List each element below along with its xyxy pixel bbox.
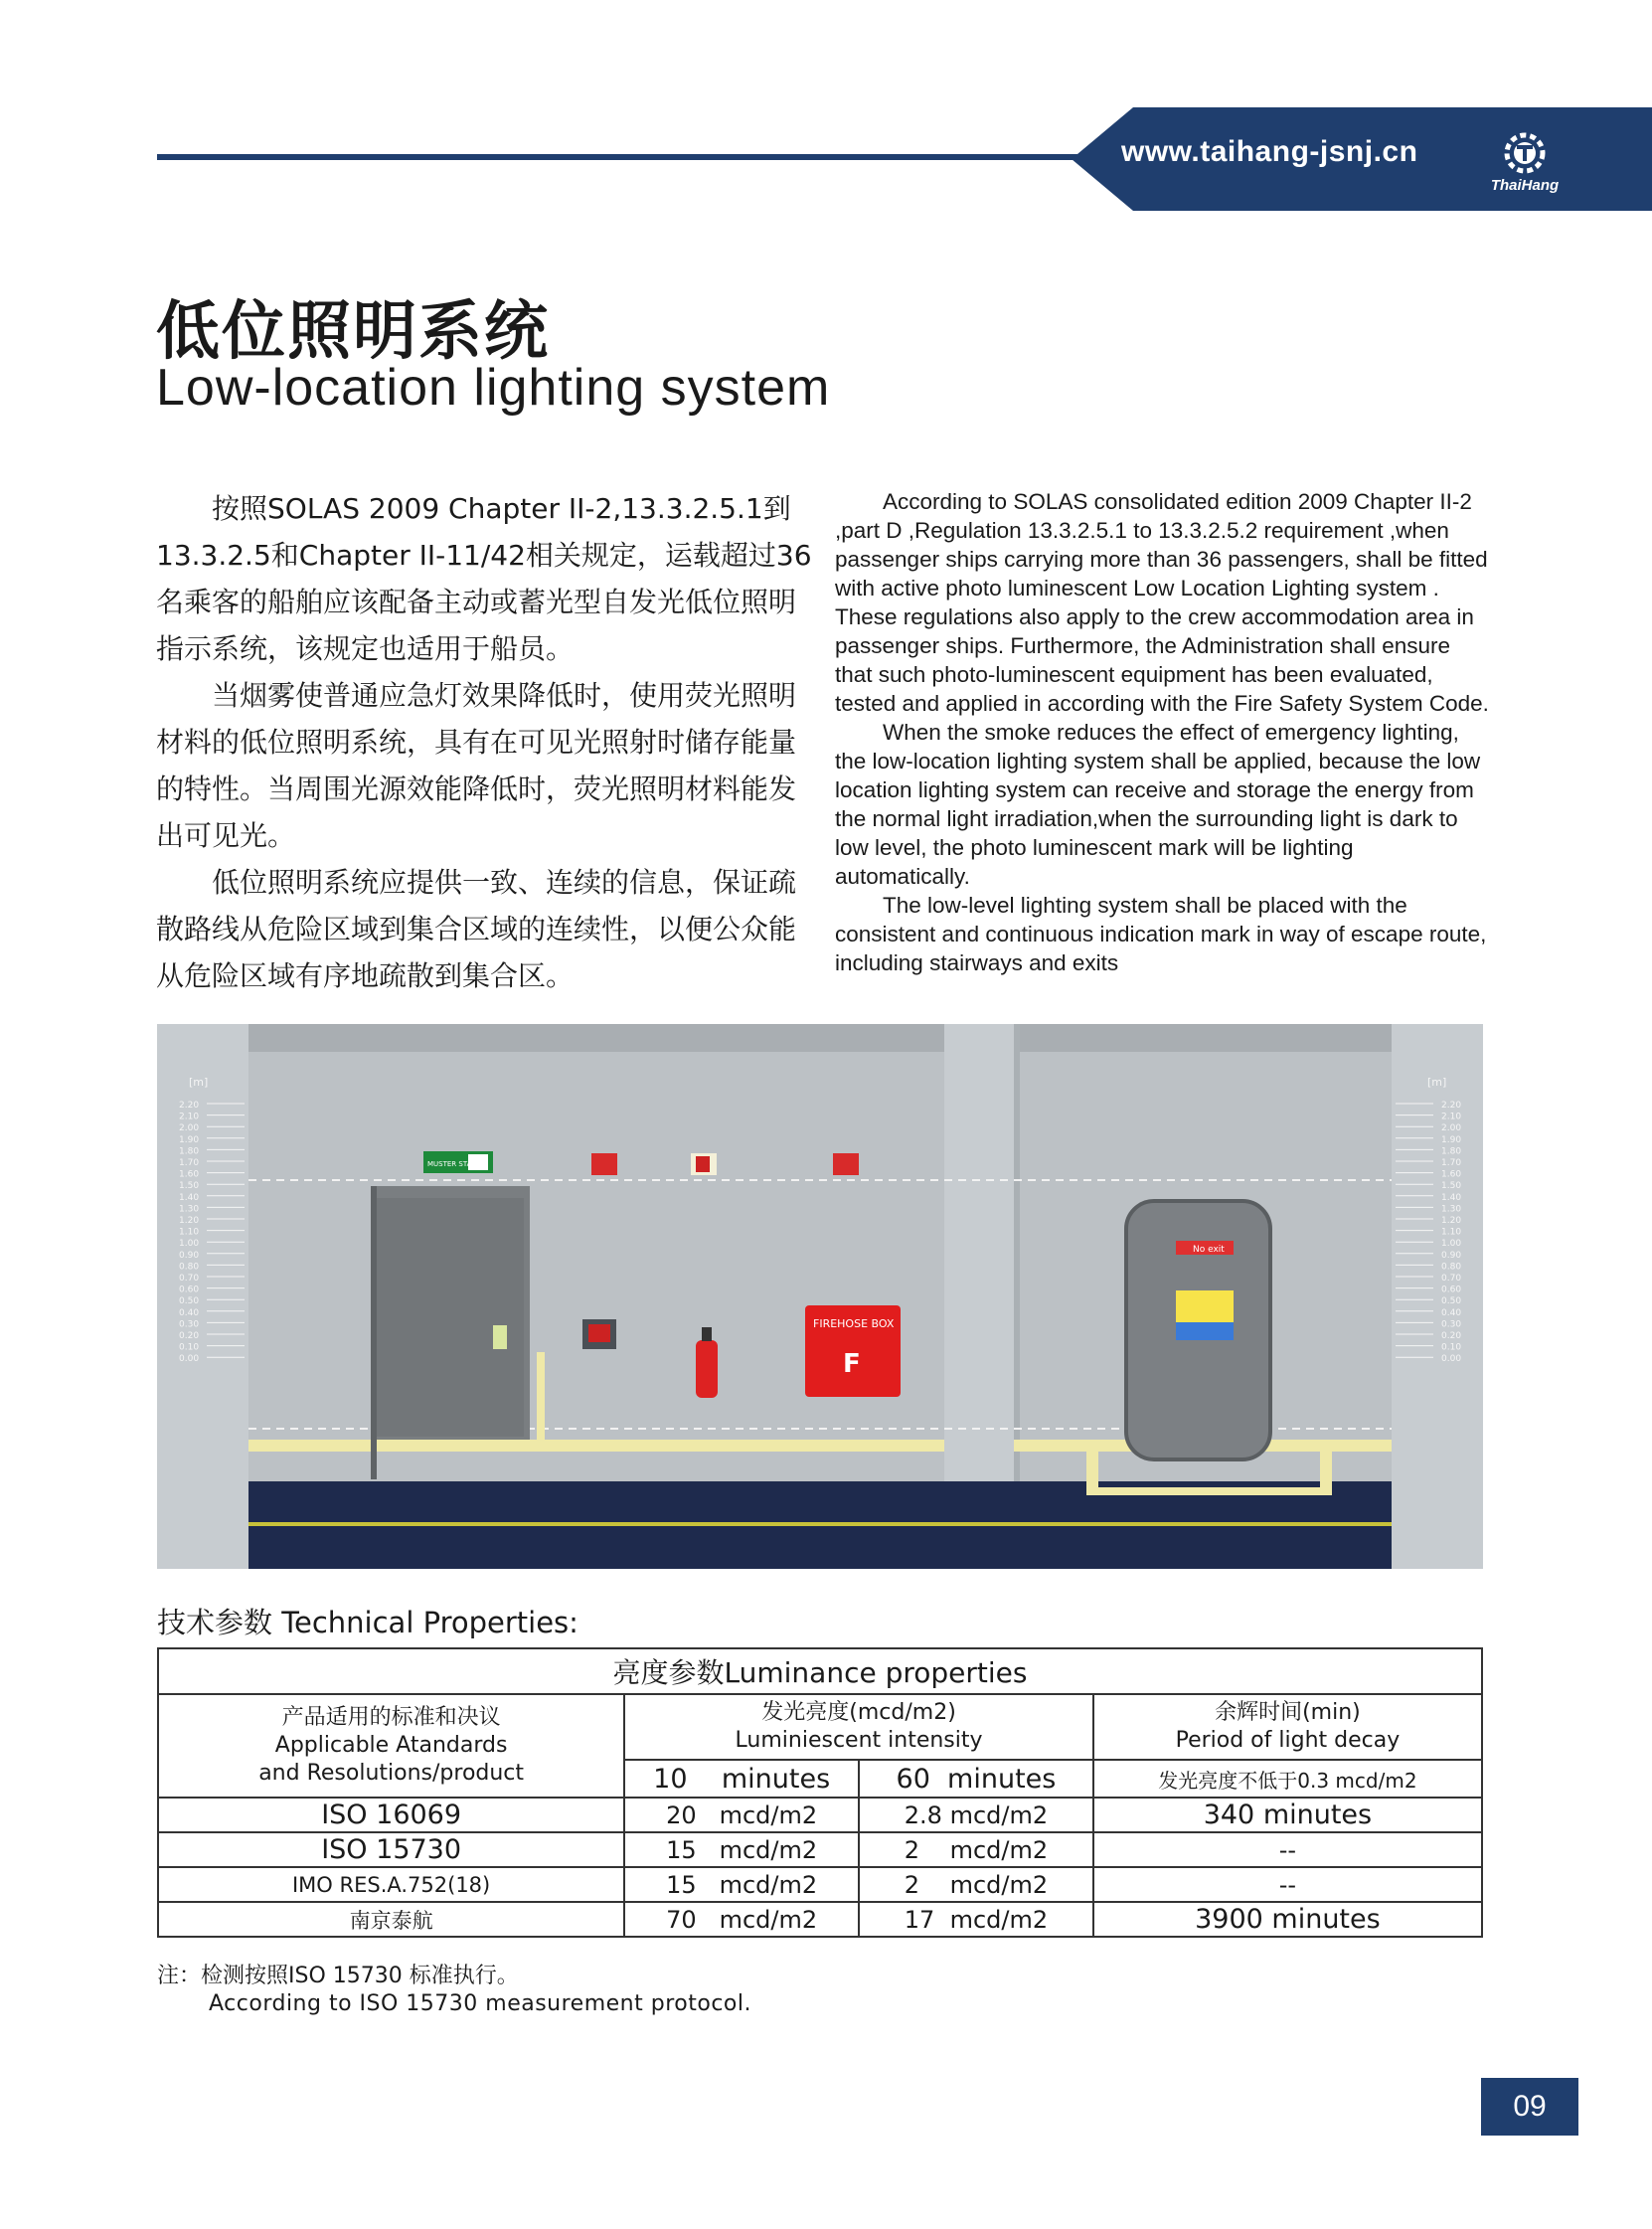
scale-tick-label: 0.70 (1441, 1274, 1462, 1284)
page-number: 09 (1481, 2078, 1578, 2136)
cell-10min: 15 mcd/m2 (624, 1867, 859, 1902)
note-chinese: 注：检测按照ISO 15730 标准执行。 (157, 1964, 519, 1988)
paragraph-cn: 按照SOLAS 2009 Chapter II-2,13.3.2.5.1到13.3.2.5和Chapter II-11/42相关规定，运载超过36名乘客的船舶应该配备主动或蓄光型自发光低位照明指示系统，该规定也适用于船员。 (156, 492, 812, 665)
table-row (158, 1832, 1482, 1867)
scale-tick-label: 1.00 (179, 1239, 200, 1250)
scale-tick-label: 0.30 (1441, 1319, 1462, 1330)
cell-standard: ISO 16069 (158, 1798, 624, 1832)
cell-decay: -- (1093, 1867, 1482, 1902)
header-intensity (624, 1694, 1093, 1760)
scale-tick-label: 0.20 (1441, 1331, 1462, 1341)
scale-tick-label: 0.90 (179, 1250, 200, 1261)
scale-tick-label: 0.40 (179, 1307, 200, 1318)
scale-tick-label: 0.90 (1441, 1250, 1462, 1261)
cell-60min: 2 mcd/m2 (859, 1867, 1093, 1902)
luminance-table (157, 1647, 1483, 1938)
scale-tick-label: 1.70 (179, 1158, 200, 1168)
scale-tick-label: 0.60 (1441, 1285, 1462, 1295)
header-decay-en: Period of light decay (1175, 1728, 1401, 1753)
firehose-letter: F (843, 1349, 861, 1379)
scale-tick-label: 1.20 (1441, 1216, 1462, 1226)
subheader-decay: 发光亮度不低于0.3 mcd/m2 (1093, 1760, 1482, 1798)
table-row (158, 1798, 1482, 1832)
cell-60min: 17 mcd/m2 (859, 1902, 1093, 1937)
tech-heading: 技术参数 Technical Properties: (157, 1606, 578, 1639)
logo-caption: ThaiHang (1490, 177, 1560, 194)
subheader-10min: 10 minutes (624, 1760, 859, 1798)
cell-standard: IMO RES.A.752(18) (158, 1867, 624, 1902)
scale-tick-label: 0.40 (1441, 1307, 1462, 1318)
cell-10min: 15 mcd/m2 (624, 1832, 859, 1867)
muster-sign-text: MUSTER STATION (427, 1160, 488, 1168)
scale-tick-label: 2.00 (179, 1123, 200, 1134)
scale-tick-label: 2.20 (1441, 1101, 1462, 1111)
scale-tick-label: 2.20 (179, 1101, 200, 1111)
scale-tick-label: 1.80 (1441, 1146, 1462, 1157)
header-rule (157, 154, 1141, 160)
scale-tick-label: 0.10 (1441, 1342, 1462, 1353)
body-chinese (156, 485, 812, 999)
cell-decay: -- (1093, 1832, 1482, 1867)
header-standard (158, 1694, 624, 1798)
scale-tick-label: 0.70 (179, 1274, 200, 1284)
scale-unit-right: [m] (1427, 1076, 1447, 1089)
cell-10min: 70 mcd/m2 (624, 1902, 859, 1937)
scale-tick-label: 1.30 (1441, 1204, 1462, 1215)
scale-tick-label: 0.10 (179, 1342, 200, 1353)
scale-tick-label: 1.40 (179, 1192, 200, 1203)
body-english (835, 487, 1491, 977)
scale-tick-label: 0.20 (179, 1331, 200, 1341)
scale-tick-label: 1.80 (179, 1146, 200, 1157)
scale-tick-label: 1.60 (179, 1169, 200, 1180)
cell-standard: 南京泰航 (158, 1902, 624, 1937)
header-decay (1093, 1694, 1482, 1760)
paragraph-en: When the smoke reduces the effect of emergency lighting, the low-location lighting system shall be applied, because the low location lighting system can receive and storage the energy from the normal light irradiation,when the surrounding light is dark to low level, the photo luminescent mark will be lighting automatically. (835, 720, 1481, 889)
subheader-60min: 60 minutes (859, 1760, 1093, 1798)
scale-tick-label: 0.60 (179, 1285, 200, 1295)
table-row (158, 1867, 1482, 1902)
header-intensity-cn: 发光亮度(mcd/m2) (761, 1700, 956, 1725)
header-intensity-en: Luminiescent intensity (735, 1728, 983, 1753)
cell-decay: 3900 minutes (1093, 1902, 1482, 1937)
scale-tick-label: 2.10 (1441, 1112, 1462, 1122)
note-english: According to ISO 15730 measurement protocol. (209, 1991, 751, 2016)
scale-tick-label: 0.80 (179, 1262, 200, 1273)
website-url[interactable]: www.taihang-jsnj.cn (1121, 135, 1418, 168)
header-standard-en1: Applicable Atandards (274, 1733, 508, 1758)
cell-60min: 2 mcd/m2 (859, 1832, 1093, 1867)
paragraph-cn: 低位照明系统应提供一致、连续的信息，保证疏散路线从危险区域到集合区域的连续性，以便公众能从危险区域有序地疏散到集合区。 (156, 866, 797, 992)
paragraph-en: The low-level lighting system shall be placed with the consistent and continuous indication mark in way of escape route, including stairways and exits (835, 893, 1487, 975)
scale-tick-label: 2.00 (1441, 1123, 1462, 1134)
cell-60min: 2.8 mcd/m2 (859, 1798, 1093, 1832)
scale-tick-label: 0.00 (1441, 1354, 1462, 1365)
cell-standard: ISO 15730 (158, 1832, 624, 1867)
scale-tick-label: 0.50 (1441, 1296, 1462, 1307)
scale-tick-label: 1.90 (179, 1134, 200, 1145)
paragraph-en: According to SOLAS consolidated edition 2009 Chapter II-2 ,part D ,Regulation 13.3.2.5.1 to 13.3.2.5.2 requirement ,when passenger ships carrying more than 36 passengers, shall be fitted with active photo luminescent Low Location Lighting system . These regulations also apply to the crew accommodation area in passenger ships. Furthermore, the Administration shall ensure that such photo-luminescent equipment has been evaluated, tested and applied in according with the Fire Safety System Code. (835, 489, 1489, 716)
no-exit-label: No exit (1193, 1245, 1225, 1255)
scale-tick-label: 1.90 (1441, 1134, 1462, 1145)
cell-decay: 340 minutes (1093, 1798, 1482, 1832)
scale-tick-label: 1.30 (179, 1204, 200, 1215)
page-title-cn: 低位照明系统 (156, 295, 550, 369)
scale-tick-label: 1.50 (179, 1181, 200, 1192)
paragraph-cn: 当烟雾使普通应急灯效果降低时，使用荧光照明材料的低位照明系统，具有在可见光照射时储存能量的特性。当周围光源效能降低时，荧光照明材料能发出可见光。 (156, 679, 797, 852)
cell-10min: 20 mcd/m2 (624, 1798, 859, 1832)
header-decay-cn: 余辉时间(min) (1215, 1700, 1361, 1725)
scale-unit-left: [m] (189, 1076, 209, 1089)
scale-tick-label: 1.50 (1441, 1181, 1462, 1192)
scale-tick-label: 1.00 (1441, 1239, 1462, 1250)
scale-tick-label: 1.20 (179, 1216, 200, 1226)
scale-tick-label: 2.10 (179, 1112, 200, 1122)
corridor-svg (157, 1024, 1483, 1569)
scale-tick-label: 0.30 (179, 1319, 200, 1330)
scale-tick-label: 1.70 (1441, 1158, 1462, 1168)
scale-tick-label: 0.80 (1441, 1262, 1462, 1273)
header-standard-cn: 产品适用的标准和决议 (281, 1705, 501, 1730)
corridor-illustration (157, 1024, 1483, 1569)
page-title-en: Low-location lighting system (156, 359, 831, 417)
scale-tick-label: 1.60 (1441, 1169, 1462, 1180)
header-standard-en2: and Resolutions/product (258, 1761, 525, 1786)
scale-tick-label: 1.10 (179, 1227, 200, 1238)
scale-tick-label: 1.10 (1441, 1227, 1462, 1238)
table-caption: 亮度参数Luminance properties (158, 1648, 1482, 1694)
firehose-label: FIREHOSE BOX (813, 1317, 895, 1330)
table-row (158, 1902, 1482, 1937)
scale-tick-label: 1.40 (1441, 1192, 1462, 1203)
scale-tick-label: 0.50 (179, 1296, 200, 1307)
scale-tick-label: 0.00 (179, 1354, 200, 1365)
